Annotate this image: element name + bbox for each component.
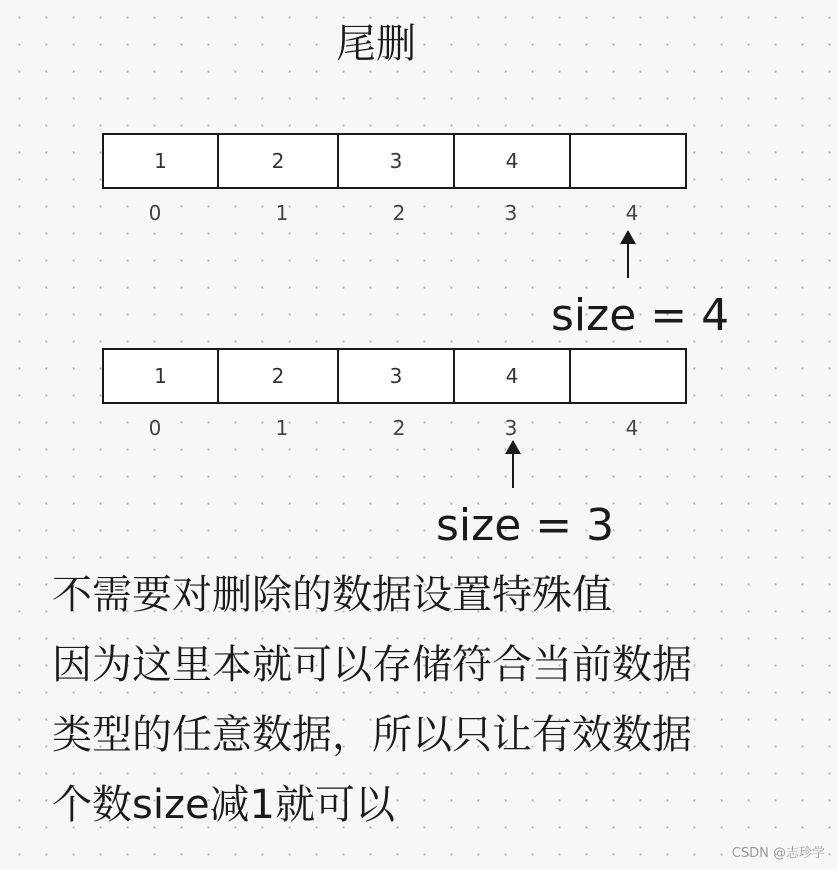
array-cell [571,135,685,187]
array-cell: 3 [339,350,455,402]
index-label: 3 [504,416,518,440]
index-label: 2 [392,201,406,225]
description-line: 因为这里本就可以存储符合当前数据 [52,642,692,688]
watermark: CSDN @志珍学 [731,846,825,861]
index-label: 0 [148,416,162,440]
array-cell: 3 [339,135,455,187]
description-line: 不需要对删除的数据设置特殊值 [52,572,612,618]
size-pointer-arrow [512,452,514,488]
index-row-after [102,416,687,442]
index-label: 2 [392,416,406,440]
size-pointer-arrow [627,242,629,278]
description-line: 个数size减1就可以 [52,782,396,828]
description-block [52,560,832,840]
size-label-after: size = 3 [436,500,615,551]
diagram-title: 尾删 [336,21,416,67]
array-after [102,348,687,404]
index-label: 4 [625,201,639,225]
array-cell: 1 [104,135,219,187]
array-cell [571,350,685,402]
array-cell: 1 [104,350,219,402]
index-label: 3 [504,201,518,225]
index-label: 4 [625,416,639,440]
description-line: 类型的任意数据，所以只让有效数据 [52,712,692,758]
index-label: 1 [275,201,289,225]
array-cell: 2 [219,135,339,187]
index-row-before [102,201,687,227]
array-before [102,133,687,189]
index-label: 0 [148,201,162,225]
index-label: 1 [275,416,289,440]
size-label-before: size = 4 [551,290,730,341]
array-cell: 4 [455,350,571,402]
array-cell: 4 [455,135,571,187]
array-cell: 2 [219,350,339,402]
